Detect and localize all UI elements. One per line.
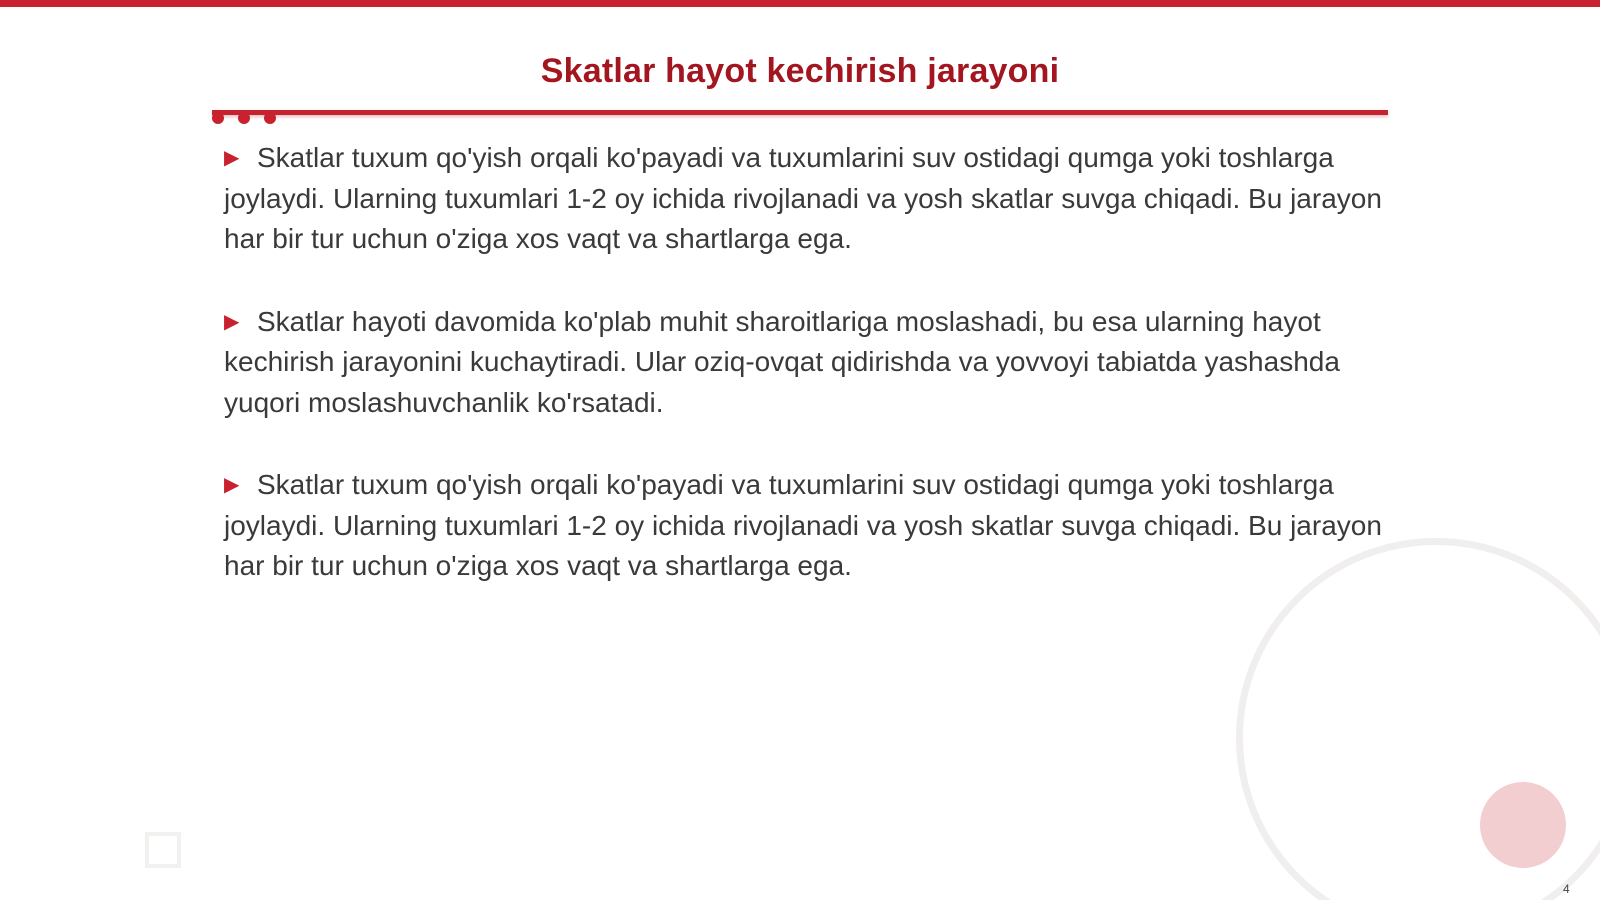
dot-icon: [238, 112, 250, 124]
slide-title: Skatlar hayot kechirish jarayoni: [540, 52, 1060, 90]
bullet-text-1: Skatlar tuxum qo'yish orqali ko'payadi va tuxumlarini suv ostidagi qumga yoki toshlarga joylaydi. Ularning tuxumlari 1-2 oy ichida rivojlanadi va yosh skatlar suvga chiqadi. Bu jarayon har bir tur uchun o'ziga xos vaqt va shartlarga ega.: [224, 142, 1382, 254]
bullet-text-3: Skatlar tuxum qo'yish orqali ko'payadi va tuxumlarini suv ostidagi qumga yoki toshlarga joylaydi. Ularning tuxumlari 1-2 oy ichida rivojlanadi va yosh skatlar suvga chiqadi. Bu jarayon har bir tur uchun o'ziga xos vaqt va shartlarga ega.: [224, 469, 1382, 581]
triangle-bullet-icon: ▶: [224, 147, 240, 169]
bullet-item-1: [224, 138, 1384, 260]
decorative-circle: [1480, 782, 1566, 868]
title-underline: [212, 110, 1388, 115]
dot-icon: [264, 112, 276, 124]
bullet-list: [224, 138, 1384, 629]
bullet-text-2: Skatlar hayoti davomida ko'plab muhit sharoitlariga moslashadi, bu esa ularning hayot kechirish jarayonini kuchaytiradi. Ular oziq-ovqat qidirishda va yovvoyi tabiatda yashashda yuqori moslashuvchanlik ko'rsatadi.: [224, 305, 1340, 418]
decorative-dots: [212, 112, 276, 126]
dot-icon: [212, 112, 224, 124]
bullet-item-3: [224, 465, 1384, 587]
top-accent-bar: [0, 0, 1600, 7]
triangle-bullet-icon: ▶: [224, 474, 240, 496]
triangle-bullet-icon: ▶: [224, 310, 240, 333]
bullet-item-2: [224, 302, 1384, 424]
decorative-square: [145, 832, 181, 868]
page-number: 4: [1563, 882, 1570, 896]
